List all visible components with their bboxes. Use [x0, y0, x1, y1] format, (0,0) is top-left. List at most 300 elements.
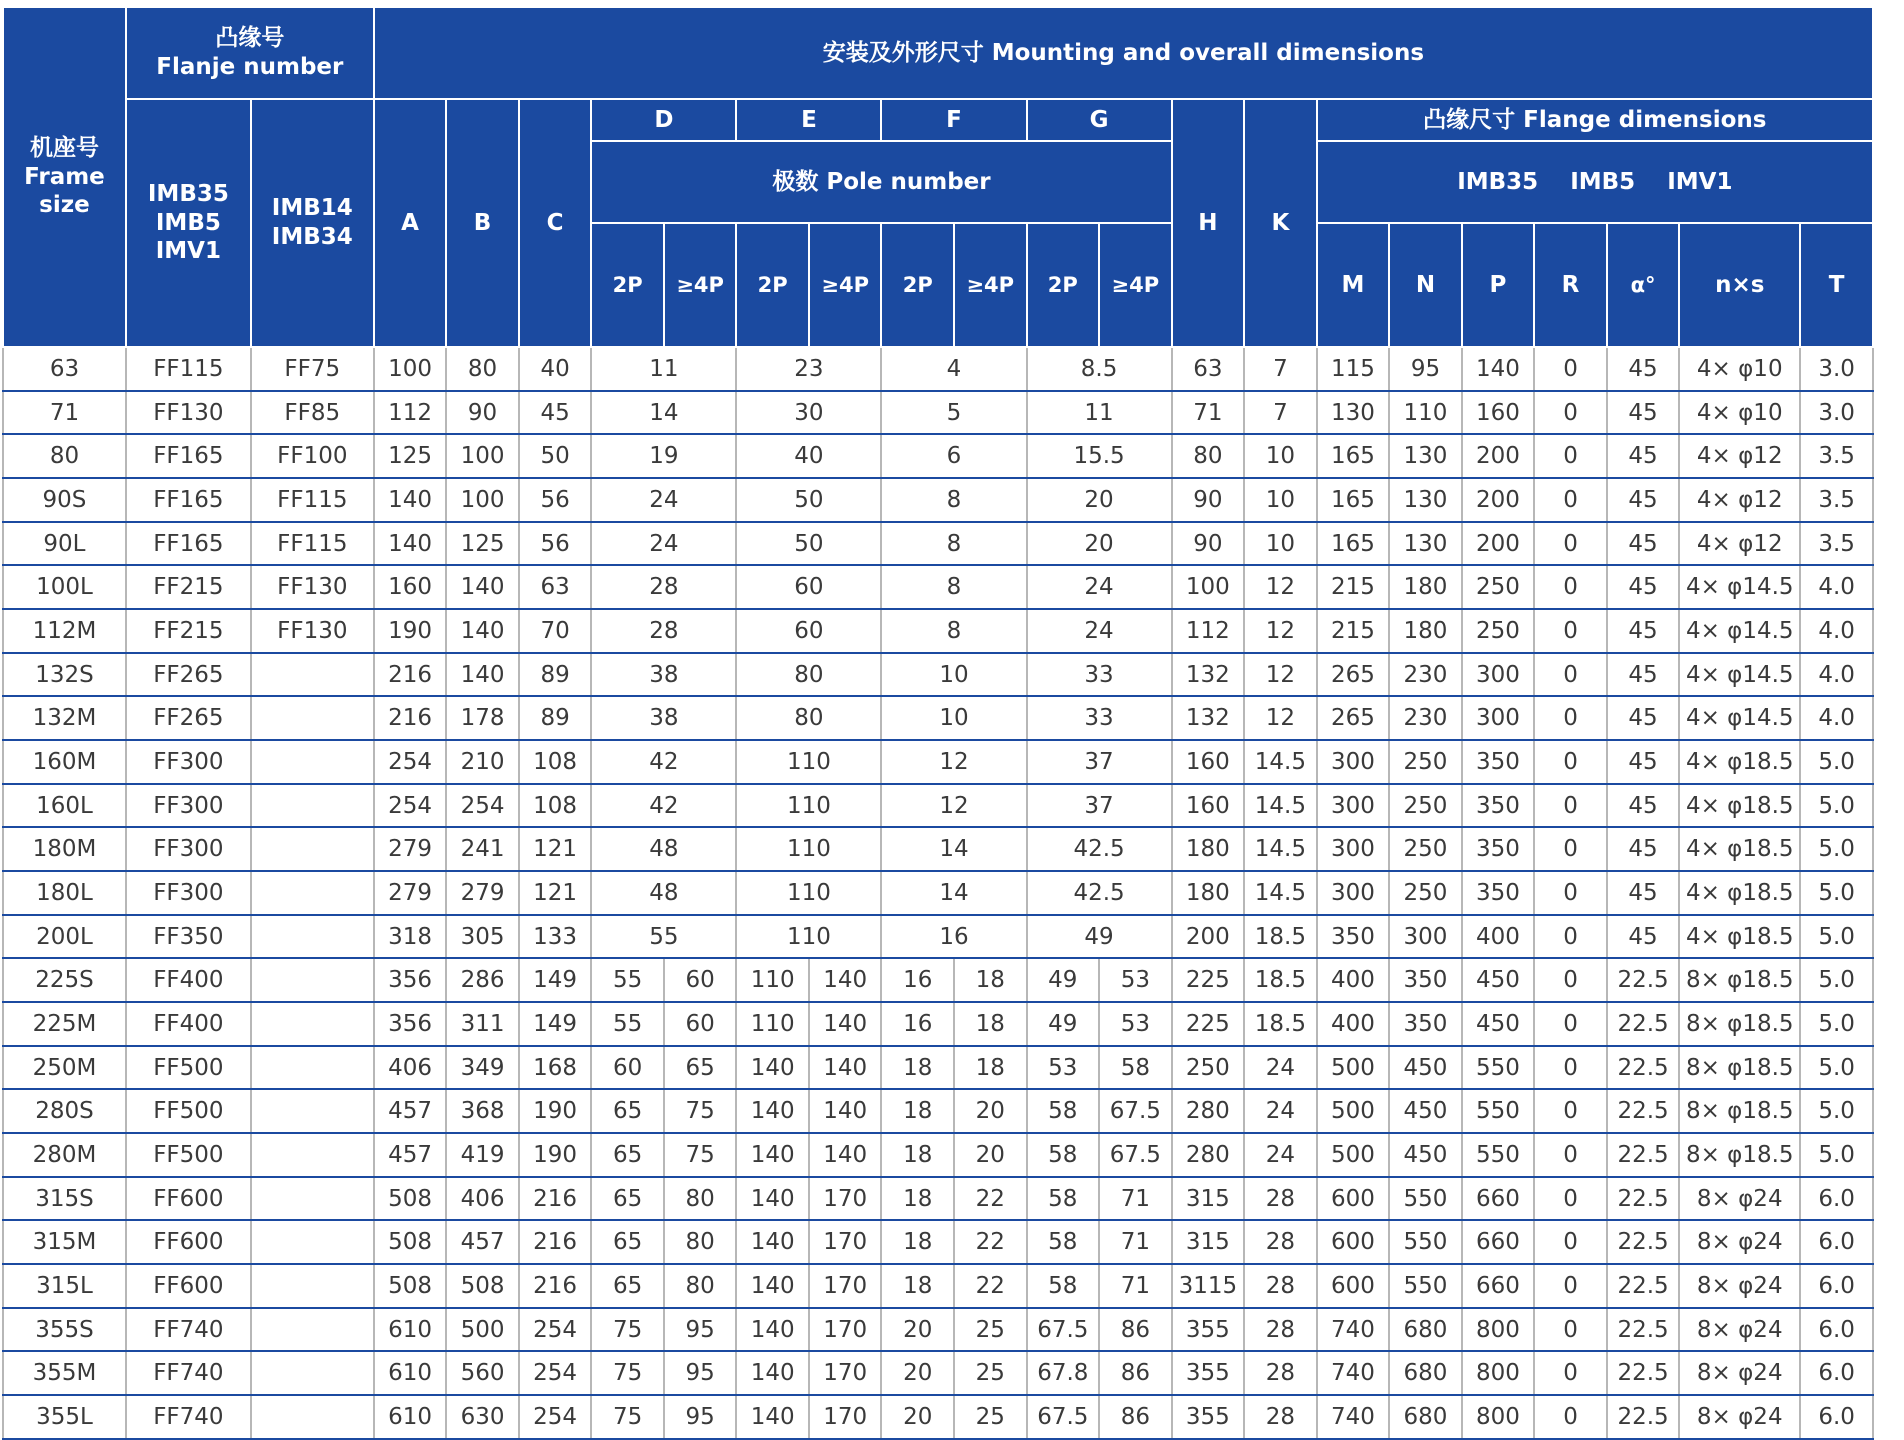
col-a-header: A: [374, 99, 447, 347]
cell-a: 508: [374, 1264, 447, 1308]
cell-b: 508: [446, 1264, 519, 1308]
cell-d4: 95: [664, 1308, 737, 1352]
cell-nxs: 4× φ12: [1679, 522, 1800, 566]
cell-t: 6.0: [1800, 1351, 1873, 1395]
cell-g2: 53: [1027, 1046, 1100, 1090]
cell-k: 14.5: [1244, 871, 1317, 915]
col-r-header: R: [1534, 223, 1607, 347]
cell-ff1: FF215: [126, 565, 251, 609]
cell-ff2: [251, 1133, 374, 1177]
cell-m: 300: [1317, 784, 1390, 828]
cell-a: 279: [374, 827, 447, 871]
cell-alpha: 45: [1607, 565, 1680, 609]
cell-n: 180: [1389, 609, 1462, 653]
cell-p: 550: [1462, 1133, 1535, 1177]
cell-c: 89: [519, 696, 592, 740]
cell-g: 20: [1027, 522, 1172, 566]
cell-ff2: [251, 1351, 374, 1395]
col-m-header: M: [1317, 223, 1390, 347]
cell-g: 8.5: [1027, 347, 1172, 391]
cell-d: 11: [591, 347, 736, 391]
cell-a: 216: [374, 653, 447, 697]
cell-ff2: FF130: [251, 565, 374, 609]
cell-nxs: 4× φ18.5: [1679, 740, 1800, 784]
cell-alpha: 45: [1607, 478, 1680, 522]
cell-d4: 95: [664, 1395, 737, 1439]
cell-nxs: 4× φ12: [1679, 478, 1800, 522]
cell-ff1: FF300: [126, 871, 251, 915]
cell-nxs: 8× φ24: [1679, 1220, 1800, 1264]
cell-alpha: 22.5: [1607, 1395, 1680, 1439]
frame-size-zh: 机座号: [29, 134, 99, 161]
cell-c: 70: [519, 609, 592, 653]
cell-e: 50: [736, 522, 881, 566]
cell-d: 38: [591, 653, 736, 697]
cell-n: 95: [1389, 347, 1462, 391]
cell-b: 90: [446, 391, 519, 435]
cell-b: 368: [446, 1089, 519, 1133]
table-row: [3, 1133, 1873, 1177]
cell-r: 0: [1534, 1395, 1607, 1439]
cell-r: 0: [1534, 827, 1607, 871]
cell-ff2: FF85: [251, 391, 374, 435]
cell-e: 110: [736, 740, 881, 784]
cell-g4: 67.5: [1099, 1133, 1172, 1177]
cell-d: 14: [591, 391, 736, 435]
cell-b: 125: [446, 522, 519, 566]
cell-b: 311: [446, 1002, 519, 1046]
cell-ff2: [251, 784, 374, 828]
cell-c: 190: [519, 1089, 592, 1133]
cell-alpha: 22.5: [1607, 1264, 1680, 1308]
cell-g: 42.5: [1027, 827, 1172, 871]
cell-b: 305: [446, 915, 519, 959]
flange-group-1-line-1: IMB35: [147, 180, 229, 207]
cell-m: 115: [1317, 347, 1390, 391]
cell-g: 20: [1027, 478, 1172, 522]
cell-nxs: 4× φ10: [1679, 347, 1800, 391]
cell-r: 0: [1534, 1046, 1607, 1090]
cell-m: 300: [1317, 871, 1390, 915]
cell-g: 11: [1027, 391, 1172, 435]
cell-c: 63: [519, 565, 592, 609]
cell-ff2: [251, 1395, 374, 1439]
cell-r: 0: [1534, 653, 1607, 697]
cell-f: 5: [881, 391, 1026, 435]
cell-ff2: [251, 915, 374, 959]
cell-alpha: 22.5: [1607, 1177, 1680, 1221]
cell-e: 60: [736, 565, 881, 609]
cell-d2: 55: [591, 1002, 664, 1046]
cell-p: 350: [1462, 871, 1535, 915]
cell-g: 24: [1027, 565, 1172, 609]
cell-ff2: [251, 871, 374, 915]
cell-n: 250: [1389, 740, 1462, 784]
cell-h: 355: [1172, 1308, 1245, 1352]
cell-p: 550: [1462, 1089, 1535, 1133]
cell-r: 0: [1534, 958, 1607, 1002]
cell-g4: 53: [1099, 1002, 1172, 1046]
cell-m: 165: [1317, 478, 1390, 522]
cell-f2: 18: [881, 1046, 954, 1090]
cell-k: 10: [1244, 522, 1317, 566]
cell-k: 14.5: [1244, 827, 1317, 871]
cell-k: 28: [1244, 1395, 1317, 1439]
cell-alpha: 45: [1607, 609, 1680, 653]
col-alpha-header: α°: [1607, 223, 1680, 347]
cell-m: 130: [1317, 391, 1390, 435]
cell-r: 0: [1534, 565, 1607, 609]
cell-m: 600: [1317, 1177, 1390, 1221]
cell-d: 28: [591, 565, 736, 609]
cell-f: 14: [881, 871, 1026, 915]
cell-a: 254: [374, 740, 447, 784]
col-f-header: F: [881, 99, 1026, 141]
cell-n: 250: [1389, 784, 1462, 828]
table-row: [3, 1308, 1873, 1352]
cell-ff1: FF600: [126, 1264, 251, 1308]
cell-ff1: FF740: [126, 1395, 251, 1439]
cell-r: 0: [1534, 1264, 1607, 1308]
cell-n: 350: [1389, 1002, 1462, 1046]
cell-f4: 25: [954, 1308, 1027, 1352]
cell-frame: 180L: [3, 871, 126, 915]
col-p-header: P: [1462, 223, 1535, 347]
cell-a: 279: [374, 871, 447, 915]
cell-p: 140: [1462, 347, 1535, 391]
cell-m: 740: [1317, 1351, 1390, 1395]
cell-e4: 140: [809, 958, 882, 1002]
cell-ff1: FF165: [126, 434, 251, 478]
cell-f4: 22: [954, 1220, 1027, 1264]
cell-a: 356: [374, 1002, 447, 1046]
flange-number-en: Flanje number: [156, 54, 344, 80]
cell-a: 140: [374, 478, 447, 522]
cell-b: 560: [446, 1351, 519, 1395]
cell-m: 300: [1317, 740, 1390, 784]
cell-nxs: 4× φ10: [1679, 391, 1800, 435]
col-e-2p-header: 2P: [736, 223, 809, 347]
cell-frame: 90L: [3, 522, 126, 566]
cell-h: 3115: [1172, 1264, 1245, 1308]
cell-e4: 170: [809, 1308, 882, 1352]
cell-k: 7: [1244, 391, 1317, 435]
cell-nxs: 4× φ14.5: [1679, 565, 1800, 609]
cell-a: 125: [374, 434, 447, 478]
cell-frame: 80: [3, 434, 126, 478]
cell-k: 12: [1244, 653, 1317, 697]
cell-alpha: 45: [1607, 522, 1680, 566]
flange-number-zh: 凸缘号: [215, 25, 285, 52]
cell-t: 5.0: [1800, 827, 1873, 871]
cell-alpha: 45: [1607, 740, 1680, 784]
cell-ff1: FF600: [126, 1220, 251, 1264]
cell-nxs: 4× φ18.5: [1679, 827, 1800, 871]
cell-n: 230: [1389, 696, 1462, 740]
cell-d2: 75: [591, 1308, 664, 1352]
cell-m: 265: [1317, 696, 1390, 740]
cell-h: 100: [1172, 565, 1245, 609]
col-g-4p-header: ≥4P: [1099, 223, 1172, 347]
cell-f4: 25: [954, 1351, 1027, 1395]
cell-alpha: 45: [1607, 871, 1680, 915]
cell-c: 56: [519, 478, 592, 522]
cell-b: 241: [446, 827, 519, 871]
table-row: [3, 1220, 1873, 1264]
cell-e2: 140: [736, 1177, 809, 1221]
col-t-header: T: [1800, 223, 1873, 347]
cell-m: 600: [1317, 1220, 1390, 1264]
cell-f: 12: [881, 784, 1026, 828]
table-row: [3, 1351, 1873, 1395]
cell-r: 0: [1534, 1089, 1607, 1133]
cell-n: 680: [1389, 1308, 1462, 1352]
cell-e: 110: [736, 827, 881, 871]
cell-b: 500: [446, 1308, 519, 1352]
cell-c: 254: [519, 1351, 592, 1395]
cell-h: 200: [1172, 915, 1245, 959]
cell-a: 216: [374, 696, 447, 740]
cell-r: 0: [1534, 347, 1607, 391]
cell-a: 406: [374, 1046, 447, 1090]
cell-h: 132: [1172, 653, 1245, 697]
cell-f2: 18: [881, 1220, 954, 1264]
cell-m: 165: [1317, 434, 1390, 478]
cell-k: 14.5: [1244, 740, 1317, 784]
frame-size-en-1: Frame: [24, 163, 105, 190]
cell-e2: 110: [736, 958, 809, 1002]
cell-e: 60: [736, 609, 881, 653]
cell-t: 4.0: [1800, 653, 1873, 697]
cell-k: 24: [1244, 1089, 1317, 1133]
cell-t: 4.0: [1800, 609, 1873, 653]
cell-e4: 140: [809, 1046, 882, 1090]
cell-f4: 20: [954, 1133, 1027, 1177]
cell-t: 3.5: [1800, 434, 1873, 478]
cell-c: 50: [519, 434, 592, 478]
cell-e4: 140: [809, 1002, 882, 1046]
cell-r: 0: [1534, 871, 1607, 915]
cell-g4: 86: [1099, 1395, 1172, 1439]
cell-m: 740: [1317, 1308, 1390, 1352]
cell-m: 215: [1317, 565, 1390, 609]
cell-t: 5.0: [1800, 915, 1873, 959]
cell-nxs: 4× φ14.5: [1679, 609, 1800, 653]
cell-b: 100: [446, 478, 519, 522]
cell-g: 42.5: [1027, 871, 1172, 915]
table-row: [3, 347, 1873, 391]
table-row: [3, 1395, 1873, 1439]
cell-e4: 140: [809, 1133, 882, 1177]
cell-t: 4.0: [1800, 696, 1873, 740]
cell-m: 215: [1317, 609, 1390, 653]
cell-a: 318: [374, 915, 447, 959]
cell-g4: 58: [1099, 1046, 1172, 1090]
cell-p: 350: [1462, 784, 1535, 828]
cell-ff1: FF130: [126, 391, 251, 435]
col-g-2p-header: 2P: [1027, 223, 1100, 347]
cell-nxs: 8× φ18.5: [1679, 1089, 1800, 1133]
cell-a: 254: [374, 784, 447, 828]
cell-ff2: FF130: [251, 609, 374, 653]
cell-n: 680: [1389, 1395, 1462, 1439]
cell-n: 110: [1389, 391, 1462, 435]
cell-a: 610: [374, 1351, 447, 1395]
cell-d2: 65: [591, 1177, 664, 1221]
cell-g: 15.5: [1027, 434, 1172, 478]
cell-d: 42: [591, 784, 736, 828]
cell-a: 356: [374, 958, 447, 1002]
cell-d: 55: [591, 915, 736, 959]
cell-p: 660: [1462, 1220, 1535, 1264]
cell-k: 18.5: [1244, 958, 1317, 1002]
cell-k: 28: [1244, 1220, 1317, 1264]
cell-m: 350: [1317, 915, 1390, 959]
cell-r: 0: [1534, 1002, 1607, 1046]
cell-t: 6.0: [1800, 1308, 1873, 1352]
cell-e2: 140: [736, 1220, 809, 1264]
cell-r: 0: [1534, 1220, 1607, 1264]
cell-frame: 132S: [3, 653, 126, 697]
table-row: [3, 391, 1873, 435]
cell-g4: 67.5: [1099, 1089, 1172, 1133]
cell-p: 450: [1462, 1002, 1535, 1046]
cell-nxs: 4× φ18.5: [1679, 871, 1800, 915]
table-row: [3, 1264, 1873, 1308]
cell-h: 80: [1172, 434, 1245, 478]
cell-a: 610: [374, 1308, 447, 1352]
cell-c: 108: [519, 784, 592, 828]
cell-b: 178: [446, 696, 519, 740]
cell-d2: 65: [591, 1220, 664, 1264]
cell-g: 49: [1027, 915, 1172, 959]
cell-n: 180: [1389, 565, 1462, 609]
cell-frame: 280S: [3, 1089, 126, 1133]
cell-p: 800: [1462, 1351, 1535, 1395]
cell-t: 5.0: [1800, 1046, 1873, 1090]
cell-e: 110: [736, 915, 881, 959]
cell-nxs: 8× φ24: [1679, 1264, 1800, 1308]
col-d-4p-header: ≥4P: [664, 223, 737, 347]
cell-frame: 315S: [3, 1177, 126, 1221]
cell-a: 457: [374, 1089, 447, 1133]
cell-n: 550: [1389, 1220, 1462, 1264]
cell-g: 33: [1027, 653, 1172, 697]
cell-t: 3.0: [1800, 391, 1873, 435]
cell-k: 10: [1244, 434, 1317, 478]
cell-c: 216: [519, 1177, 592, 1221]
cell-f: 10: [881, 696, 1026, 740]
cell-t: 6.0: [1800, 1395, 1873, 1439]
cell-a: 112: [374, 391, 447, 435]
cell-ff1: FF740: [126, 1308, 251, 1352]
cell-b: 406: [446, 1177, 519, 1221]
cell-d: 38: [591, 696, 736, 740]
cell-ff1: FF265: [126, 696, 251, 740]
cell-c: 190: [519, 1133, 592, 1177]
cell-c: 121: [519, 827, 592, 871]
frame-size-en-2: size: [39, 192, 90, 219]
cell-ff1: FF165: [126, 522, 251, 566]
cell-alpha: 45: [1607, 347, 1680, 391]
table-row: [3, 1089, 1873, 1133]
cell-g2: 58: [1027, 1220, 1100, 1264]
cell-g2: 49: [1027, 958, 1100, 1002]
cell-f4: 18: [954, 958, 1027, 1002]
cell-a: 160: [374, 565, 447, 609]
cell-d: 42: [591, 740, 736, 784]
cell-d: 28: [591, 609, 736, 653]
cell-d2: 65: [591, 1089, 664, 1133]
cell-frame: 225S: [3, 958, 126, 1002]
cell-t: 5.0: [1800, 1133, 1873, 1177]
cell-ff2: [251, 653, 374, 697]
col-g-header: G: [1027, 99, 1172, 141]
cell-ff2: [251, 1089, 374, 1133]
cell-g: 37: [1027, 740, 1172, 784]
cell-k: 18.5: [1244, 915, 1317, 959]
cell-p: 450: [1462, 958, 1535, 1002]
cell-h: 280: [1172, 1089, 1245, 1133]
cell-e4: 140: [809, 1089, 882, 1133]
table-row: [3, 609, 1873, 653]
cell-g2: 58: [1027, 1089, 1100, 1133]
cell-c: 168: [519, 1046, 592, 1090]
cell-h: 90: [1172, 522, 1245, 566]
cell-p: 200: [1462, 478, 1535, 522]
cell-p: 300: [1462, 696, 1535, 740]
cell-n: 550: [1389, 1264, 1462, 1308]
cell-frame: 180M: [3, 827, 126, 871]
table-row: [3, 434, 1873, 478]
cell-e: 23: [736, 347, 881, 391]
cell-n: 300: [1389, 915, 1462, 959]
cell-r: 0: [1534, 696, 1607, 740]
cell-h: 90: [1172, 478, 1245, 522]
cell-d4: 75: [664, 1089, 737, 1133]
cell-h: 225: [1172, 958, 1245, 1002]
cell-alpha: 22.5: [1607, 1351, 1680, 1395]
cell-h: 315: [1172, 1177, 1245, 1221]
cell-e: 110: [736, 871, 881, 915]
cell-f: 8: [881, 565, 1026, 609]
cell-g2: 58: [1027, 1133, 1100, 1177]
table-row: [3, 478, 1873, 522]
cell-b: 100: [446, 434, 519, 478]
cell-frame: 160M: [3, 740, 126, 784]
cell-frame: 315M: [3, 1220, 126, 1264]
cell-ff2: [251, 1046, 374, 1090]
cell-n: 230: [1389, 653, 1462, 697]
col-d-header: D: [591, 99, 736, 141]
cell-m: 300: [1317, 827, 1390, 871]
cell-g: 24: [1027, 609, 1172, 653]
cell-h: 355: [1172, 1395, 1245, 1439]
cell-n: 250: [1389, 827, 1462, 871]
cell-g2: 58: [1027, 1264, 1100, 1308]
cell-d4: 65: [664, 1046, 737, 1090]
cell-k: 28: [1244, 1177, 1317, 1221]
cell-ff1: FF300: [126, 740, 251, 784]
cell-t: 5.0: [1800, 740, 1873, 784]
cell-alpha: 45: [1607, 784, 1680, 828]
cell-n: 680: [1389, 1351, 1462, 1395]
cell-f2: 16: [881, 958, 954, 1002]
cell-p: 660: [1462, 1177, 1535, 1221]
cell-ff2: [251, 696, 374, 740]
cell-ff2: [251, 1264, 374, 1308]
cell-alpha: 22.5: [1607, 1046, 1680, 1090]
